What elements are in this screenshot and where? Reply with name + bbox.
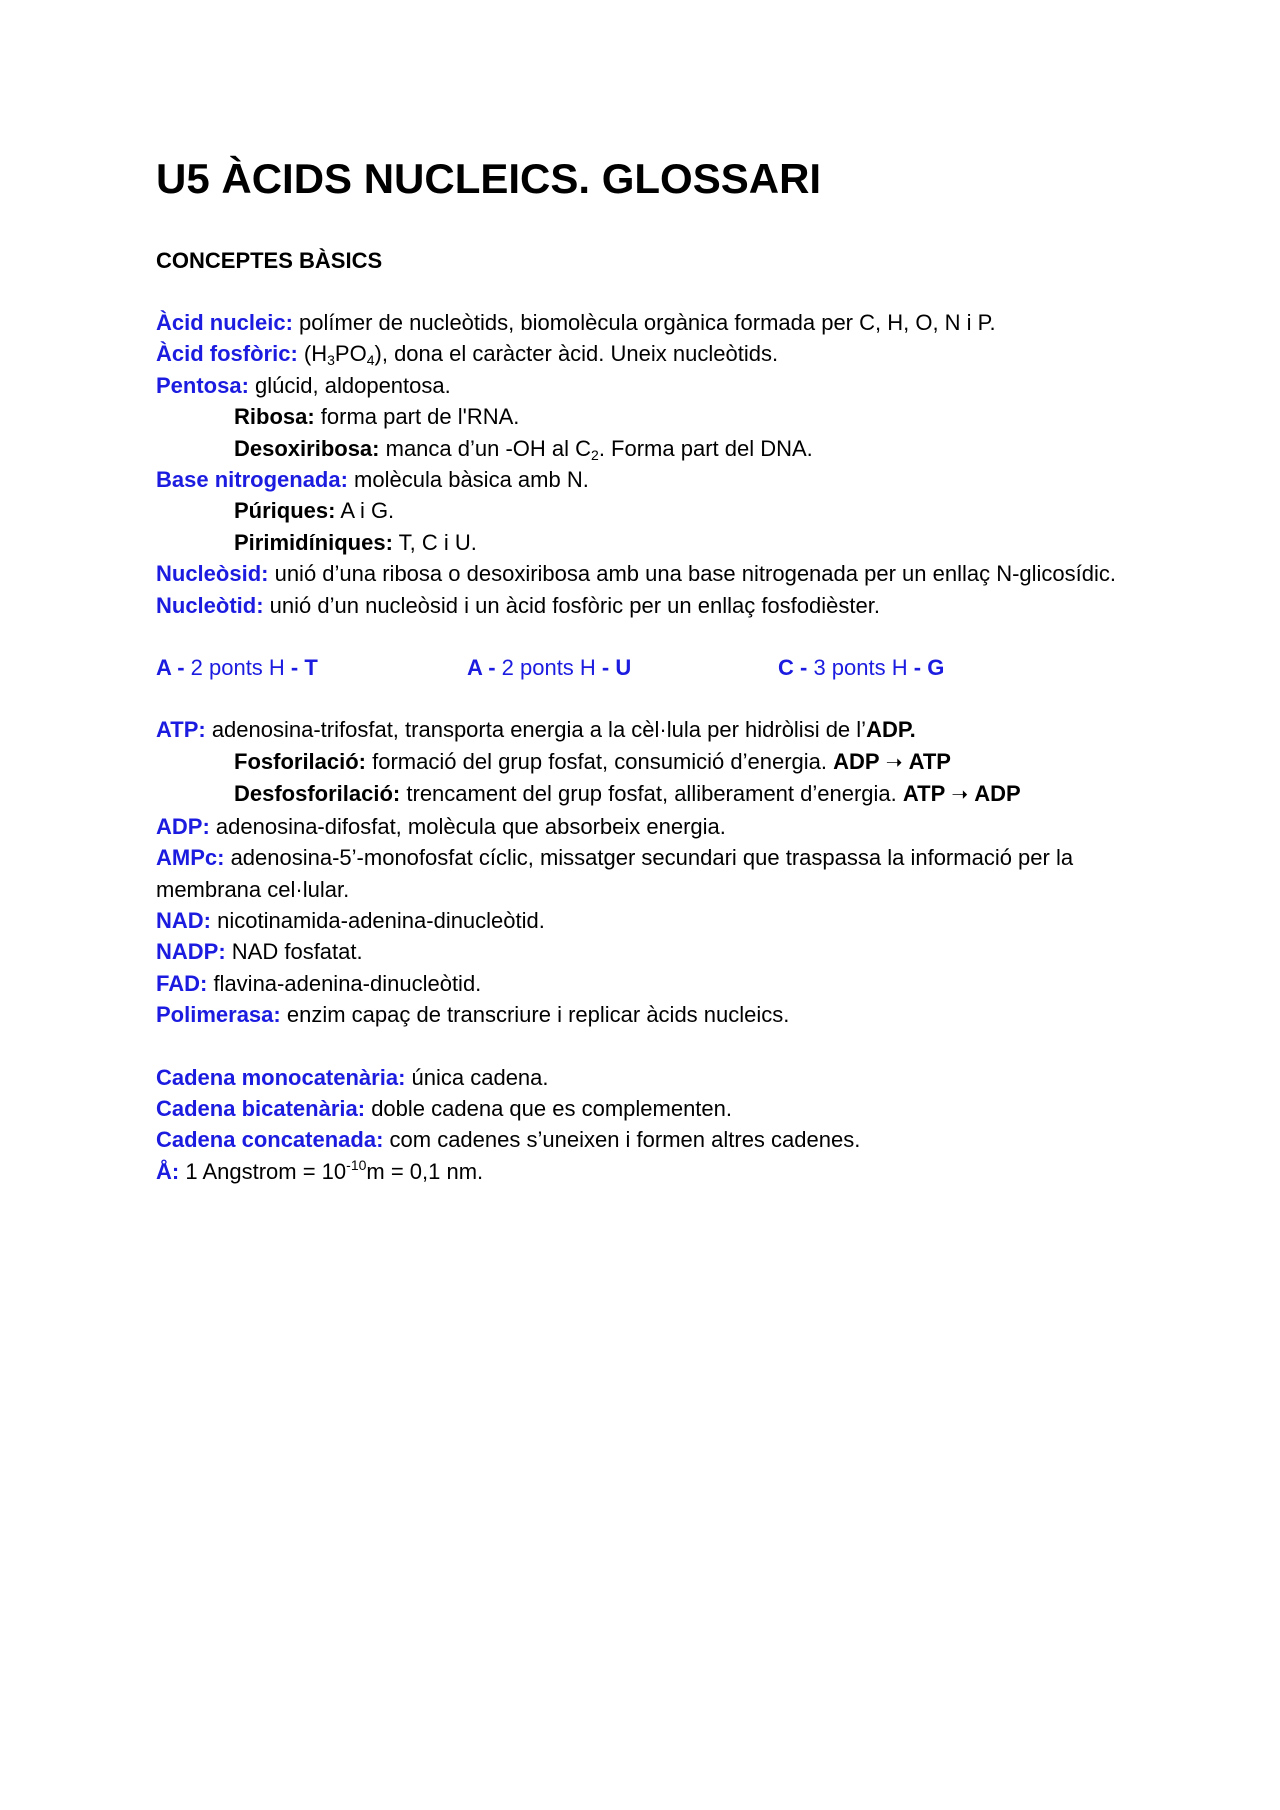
entry-fosforilacio: Fosforilació: formació del grup fosfat, consumició d’energia. ADP ➝ ATP	[234, 748, 951, 774]
glossary-energy	[156, 714, 1132, 1030]
entry-nad: NAD: nicotinamida-adenina-dinucleòtid.	[156, 907, 545, 933]
entry-cadena-monocatenaria: Cadena monocatenària: única cadena.	[156, 1064, 549, 1090]
entry-nucleosid: Nucleòsid: unió d’una ribosa o desoxiribosa amb una base nitrogenada per un enllaç N-glicosídic.	[156, 561, 1116, 587]
entry-acid-nucleic: Àcid nucleic: polímer de nucleòtids, biomolècula orgànica formada per C, H, O, N i P.	[156, 310, 996, 335]
entry-ampc: AMPc: adenosina-5’-monofosfat cíclic, missatger secundari que traspassa la informació per la membrana cel·lular.	[156, 845, 1074, 902]
entry-pentosa: Pentosa: glúcid, aldopentosa.	[156, 372, 451, 398]
entry-cadena-bicatenaria: Cadena bicatenària: doble cadena que es complementen.	[156, 1095, 732, 1121]
base-pair-at: A - 2 ponts H - T	[156, 655, 318, 681]
entry-desfosforilacio: Desfosforilació: trencament del grup fosfat, alliberament d’energia. ATP ➝ ADP	[234, 781, 1021, 807]
entry-cadena-concatenada: Cadena concatenada: com cadenes s’uneixen i formen altres cadenes.	[156, 1127, 861, 1153]
arrow-right-icon: ➝	[885, 749, 903, 774]
arrow-right-icon: ➝	[951, 782, 969, 807]
entry-acid-fosforic: Àcid fosfòric: $(H_3PO_4)$, dona el caràcter àcid. Uneix nucleòtids.	[156, 341, 779, 369]
glossary-chains	[156, 1062, 1132, 1188]
entry-nucleotid: Nucleòtid: unió d’un nucleòsid i un àcid fosfòric per un enllaç fosfodièster.	[156, 592, 880, 618]
entry-pirimidiniques: Pirimidíniques: T, C i U.	[234, 529, 477, 555]
page-title: U5 ÀCIDS NUCLEICS. GLOSSARI	[156, 155, 822, 202]
entry-angstrom: Å: 1 Angstrom = $10^{-10}m = 0,1$ nm.	[156, 1156, 484, 1184]
entry-polimerasa: Polimerasa: enzim capaç de transcriure i replicar àcids nucleics.	[156, 1002, 790, 1028]
entry-base-nitrogenada: Base nitrogenada: molècula bàsica amb N.	[156, 467, 589, 493]
entry-nadp: NADP: NAD fosfatat.	[156, 939, 363, 965]
entry-desoxiribosa: Desoxiribosa: manca d’un -OH al $C_2$. Forma part del DNA.	[234, 435, 813, 463]
section-heading: CONCEPTES BÀSICS	[156, 248, 383, 273]
entry-atp: ATP: adenosina-trifosfat, transporta energia a la cèl·lula per hidròlisi de l’ADP.	[156, 717, 916, 743]
document-content	[156, 150, 1132, 1187]
base-pairs-row	[156, 652, 1132, 683]
glossary-basic	[156, 307, 1132, 621]
base-pair-cg: C - 3 ponts H - G	[778, 655, 945, 681]
entry-ribosa: Ribosa: forma part de l'RNA.	[234, 404, 520, 430]
base-pair-au: A - 2 ponts H - U	[467, 655, 632, 681]
entry-puriques: Púriques: A i G.	[234, 498, 395, 524]
entry-adp: ADP: adenosina-difosfat, molècula que absorbeix energia.	[156, 813, 726, 839]
entry-fad: FAD: flavina-adenina-dinucleòtid.	[156, 970, 482, 996]
